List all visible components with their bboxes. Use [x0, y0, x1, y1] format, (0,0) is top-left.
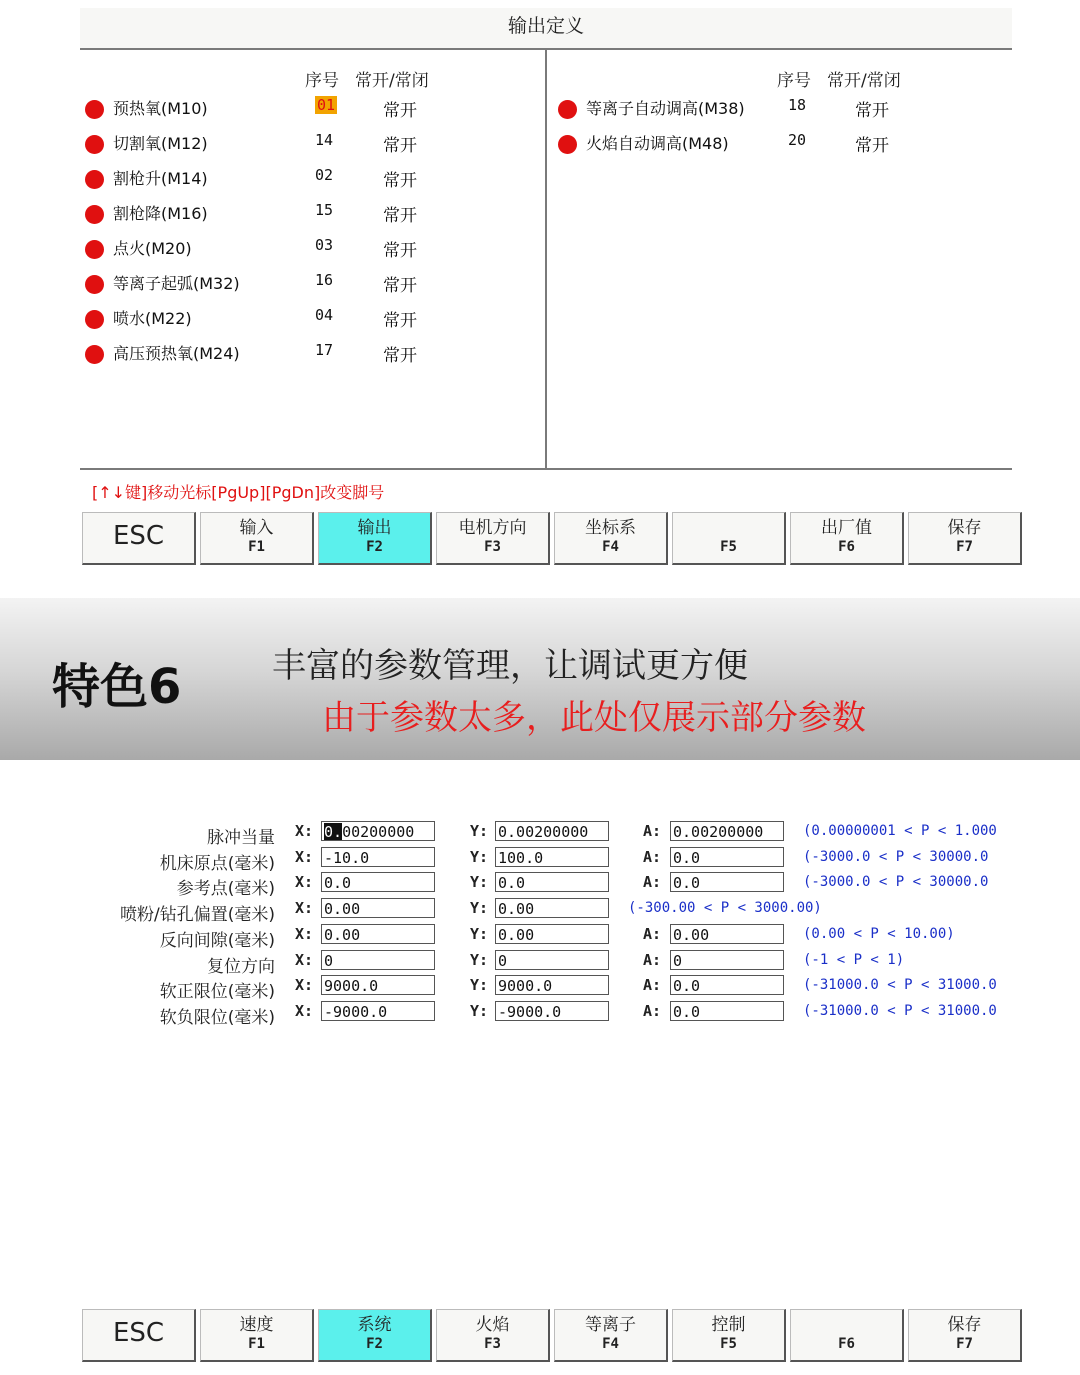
- function-key-label: 出厂值: [821, 518, 872, 538]
- parameter-input-a[interactable]: 0.0: [670, 872, 784, 892]
- output-pin-number[interactable]: 02: [315, 166, 334, 184]
- parameter-area: [80, 805, 1012, 1265]
- function-key-f2[interactable]: [318, 1309, 432, 1362]
- function-key-f3[interactable]: [436, 512, 550, 565]
- output-pin-number[interactable]: 04: [315, 306, 334, 324]
- function-key-f3[interactable]: [436, 1309, 550, 1362]
- function-key-f1[interactable]: [200, 512, 314, 565]
- axis-label: A:: [643, 924, 662, 943]
- output-state[interactable]: 常开: [383, 276, 417, 296]
- status-indicator-icon: [85, 310, 104, 329]
- header-num-left: 序号: [305, 71, 339, 91]
- function-key-code: F7: [956, 1336, 973, 1352]
- parameter-label: 软正限位(毫米): [159, 982, 275, 1003]
- output-pin-number[interactable]: 18: [788, 96, 807, 114]
- function-key-label: 系统: [357, 1315, 392, 1335]
- parameter-input-y[interactable]: 0.00200000: [495, 821, 609, 841]
- parameter-label: 软负限位(毫米): [159, 1007, 275, 1028]
- output-row[interactable]: [85, 131, 505, 157]
- function-key-f1[interactable]: [200, 1309, 314, 1362]
- function-key-label: 火焰: [475, 1315, 510, 1335]
- parameter-input-x[interactable]: 0.00: [321, 898, 435, 918]
- axis-label: A:: [643, 822, 662, 840]
- output-row[interactable]: [85, 166, 505, 192]
- parameter-input-a[interactable]: 0: [670, 950, 784, 970]
- parameter-input-a[interactable]: 0.0: [670, 1001, 784, 1021]
- status-indicator-icon: [85, 135, 104, 154]
- function-key-code: F4: [602, 1336, 619, 1352]
- output-row[interactable]: [85, 306, 505, 332]
- status-indicator-icon: [85, 170, 104, 189]
- output-pin-number[interactable]: 17: [315, 341, 334, 359]
- header-state-left: 常开/常闭: [355, 71, 429, 91]
- output-pin-number[interactable]: 03: [315, 236, 334, 254]
- function-key-code: F5: [720, 1336, 737, 1352]
- axis-label: Y:: [470, 822, 489, 840]
- axis-label: X:: [295, 899, 314, 918]
- parameter-range: (-300.00 < P < 3000.00): [628, 900, 822, 917]
- output-state[interactable]: 常开: [383, 171, 417, 191]
- parameter-label: 脉冲当量: [207, 828, 275, 848]
- output-name: 火焰自动调高(M48): [586, 134, 729, 153]
- output-name: 割枪升(M14): [113, 169, 208, 188]
- parameter-input-a[interactable]: 0.00200000: [670, 821, 784, 841]
- function-key-f5[interactable]: [672, 1309, 786, 1362]
- function-key-label: ESC: [112, 521, 165, 551]
- output-name: 点火(M20): [113, 239, 192, 258]
- function-key-code: F3: [484, 1336, 501, 1352]
- function-key-label: 保存: [947, 1315, 982, 1335]
- esc-button[interactable]: [82, 1309, 196, 1362]
- function-key-f7[interactable]: [908, 1309, 1022, 1362]
- function-key-label: 输出: [357, 518, 392, 538]
- function-key-code: F3: [484, 539, 501, 555]
- output-row[interactable]: [558, 96, 978, 122]
- output-pin-number[interactable]: 14: [315, 131, 334, 149]
- parameter-input-y[interactable]: 100.0: [495, 847, 609, 867]
- axis-label: X:: [295, 847, 314, 866]
- axis-label: A:: [643, 1001, 662, 1020]
- parameter-input-x[interactable]: -9000.0: [321, 1001, 435, 1021]
- function-key-label: ESC: [112, 1318, 165, 1348]
- header-state-right: 常开/常闭: [827, 71, 901, 91]
- output-name: 等离子自动调高(M38): [586, 99, 745, 118]
- status-indicator-icon: [558, 100, 577, 119]
- function-key-f4[interactable]: [554, 512, 668, 565]
- parameter-label: 机床原点(毫米): [159, 853, 275, 874]
- function-key-label: 输入: [239, 518, 274, 538]
- axis-label: Y:: [470, 899, 489, 918]
- output-row[interactable]: [558, 131, 978, 157]
- output-state[interactable]: 常开: [383, 346, 417, 366]
- axis-label: X:: [295, 976, 314, 995]
- status-indicator-icon: [85, 100, 104, 119]
- function-key-code: F6: [838, 539, 855, 555]
- output-pin-number[interactable]: 20: [788, 131, 807, 149]
- parameter-input-y[interactable]: 9000.0: [495, 975, 609, 995]
- parameter-input-a[interactable]: 0.0: [670, 975, 784, 995]
- parameter-input-x[interactable]: 0: [321, 950, 435, 970]
- parameter-label: 反向间隙(毫米): [159, 930, 275, 951]
- axis-label: Y:: [470, 1001, 489, 1020]
- feature-title: 特色6: [52, 659, 182, 715]
- parameter-input-y[interactable]: 0: [495, 950, 609, 970]
- axis-label: A:: [643, 976, 662, 995]
- function-key-code: F4: [602, 539, 619, 555]
- function-key-code: F1: [248, 539, 265, 555]
- output-state[interactable]: 常开: [383, 136, 417, 156]
- function-key-f2[interactable]: [318, 512, 432, 565]
- output-row[interactable]: [85, 236, 505, 262]
- function-key-code: F5: [720, 539, 737, 555]
- function-key-bar: [80, 1309, 1012, 1361]
- status-indicator-icon: [85, 205, 104, 224]
- output-state[interactable]: 常开: [383, 101, 417, 121]
- function-key-f6[interactable]: [790, 512, 904, 565]
- function-key-label: 坐标系: [585, 518, 636, 538]
- axis-label: X:: [295, 822, 314, 840]
- parameter-range: (0.00000001 < P < 1.000: [803, 823, 997, 839]
- parameter-input-y[interactable]: 0.00: [495, 898, 609, 918]
- output-row[interactable]: [85, 96, 505, 122]
- axis-label: Y:: [470, 924, 489, 943]
- parameter-range: (-31000.0 < P < 31000.0: [803, 977, 997, 994]
- esc-button[interactable]: [82, 512, 196, 565]
- feature-subtitle: 丰富的参数管理，让调试更方便: [272, 646, 748, 686]
- function-key-label: 等离子: [585, 1315, 636, 1335]
- axis-label: A:: [643, 847, 662, 866]
- axis-label: A:: [643, 873, 662, 892]
- output-definition-screen: [80, 8, 1012, 568]
- key-hint: [↑↓键]移动光标[PgUp][PgDn]改变脚号: [92, 483, 385, 502]
- function-key-label: 速度: [239, 1315, 274, 1335]
- output-pin-number[interactable]: 15: [315, 201, 334, 219]
- parameter-label: 喷粉/钻孔偏置(毫米): [120, 905, 275, 926]
- output-name: 喷水(M22): [113, 309, 192, 328]
- parameter-range: (-31000.0 < P < 31000.0: [803, 1002, 997, 1019]
- parameter-input-x[interactable]: 0.0: [321, 872, 435, 892]
- parameter-input-y[interactable]: 0.0: [495, 872, 609, 892]
- axis-label: A:: [643, 950, 662, 969]
- axis-label: Y:: [470, 976, 489, 995]
- parameter-input-x[interactable]: 0.00: [321, 924, 435, 944]
- function-key-f7[interactable]: [908, 512, 1022, 565]
- output-state[interactable]: 常开: [855, 136, 889, 156]
- axis-label: X:: [295, 950, 314, 969]
- function-key-f4[interactable]: [554, 1309, 668, 1362]
- status-indicator-icon: [85, 345, 104, 364]
- parameter-range: (-1 < P < 1): [803, 951, 905, 968]
- parameter-input-a[interactable]: 0.0: [670, 847, 784, 867]
- output-state[interactable]: 常开: [383, 206, 417, 226]
- parameter-range: (0.00 < P < 10.00): [803, 925, 955, 942]
- feature-banner: [0, 598, 1080, 760]
- parameter-label: 参考点(毫米): [176, 879, 275, 900]
- parameter-input-x[interactable]: -10.0: [321, 847, 435, 867]
- function-key-code: F2: [366, 539, 383, 555]
- axis-label: X:: [295, 924, 314, 943]
- parameter-input-y[interactable]: -9000.0: [495, 1001, 609, 1021]
- function-key-f6[interactable]: [790, 1309, 904, 1362]
- parameter-range: (-3000.0 < P < 30000.0: [803, 848, 989, 865]
- axis-label: X:: [295, 1001, 314, 1020]
- parameter-screen: [80, 805, 1012, 1365]
- function-key-code: F6: [838, 1336, 855, 1352]
- parameter-range: (-3000.0 < P < 30000.0: [803, 874, 989, 891]
- output-name: 切割氧(M12): [113, 134, 208, 153]
- output-name: 割枪降(M16): [113, 204, 208, 223]
- column-divider: [545, 50, 547, 470]
- function-key-code: F1: [248, 1336, 265, 1352]
- status-indicator-icon: [85, 275, 104, 294]
- function-key-f5[interactable]: [672, 512, 786, 565]
- function-key-label: 控制: [711, 1315, 746, 1335]
- function-key-bar: [80, 512, 1012, 564]
- output-row[interactable]: [85, 201, 505, 227]
- output-pin-number[interactable]: 01: [317, 96, 336, 114]
- output-row[interactable]: [85, 271, 505, 297]
- axis-label: X:: [295, 873, 314, 892]
- bottom-rule: [80, 468, 1012, 470]
- parameter-label: 复位方向: [207, 956, 275, 977]
- header-num-right: 序号: [777, 71, 811, 91]
- parameter-input-x[interactable]: 0.00200000: [321, 821, 435, 841]
- axis-label: Y:: [470, 950, 489, 969]
- status-indicator-icon: [85, 240, 104, 259]
- function-key-code: F7: [956, 539, 973, 555]
- screen-title: 输出定义: [80, 8, 1012, 50]
- parameter-input-a[interactable]: 0.00: [670, 924, 784, 944]
- feature-note: 由于参数太多，此处仅展示部分参数: [322, 698, 866, 738]
- output-state[interactable]: 常开: [383, 241, 417, 261]
- function-key-code: F2: [366, 1336, 383, 1352]
- axis-label: Y:: [470, 847, 489, 866]
- output-state[interactable]: 常开: [383, 311, 417, 331]
- output-pin-number[interactable]: 16: [315, 271, 334, 289]
- function-key-label: 保存: [947, 518, 982, 538]
- output-name: 等离子起弧(M32): [113, 274, 240, 293]
- parameter-input-x[interactable]: 9000.0: [321, 975, 435, 995]
- axis-label: Y:: [470, 873, 489, 892]
- output-name: 预热氧(M10): [113, 99, 208, 118]
- output-name: 高压预热氧(M24): [113, 344, 240, 363]
- parameter-input-y[interactable]: 0.00: [495, 924, 609, 944]
- parameter-labels: [80, 817, 275, 1037]
- output-state[interactable]: 常开: [855, 101, 889, 121]
- status-indicator-icon: [558, 135, 577, 154]
- output-row[interactable]: [85, 341, 505, 367]
- function-key-label: 电机方向: [458, 518, 527, 538]
